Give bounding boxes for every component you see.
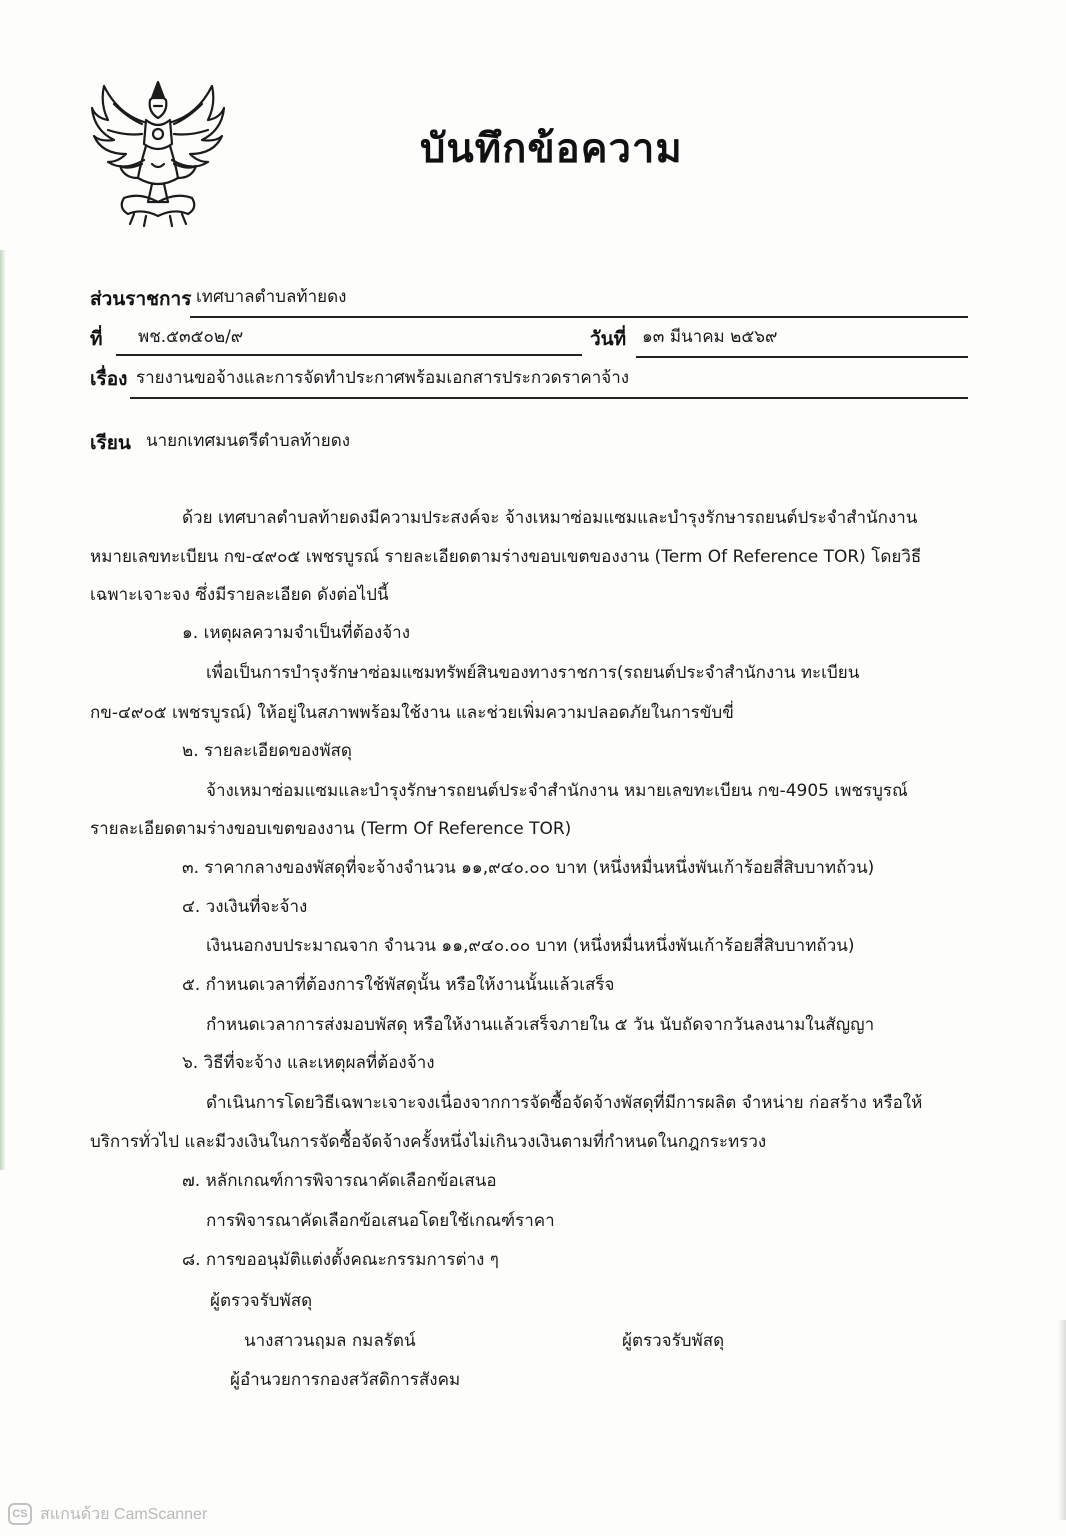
subject-value: รายงานขอจ้างและการจัดทำประกาศพร้อมเอกสารประกวดราคาจ้าง bbox=[136, 368, 630, 388]
agency-label: ส่วนราชการ bbox=[90, 288, 192, 310]
body-line: ด้วย เทศบาลตำบลท้ายดงมีความประสงค์จะ จ้างเหมาซ่อมแซมและบำรุงรักษารถยนต์ประจำสำนักงาน bbox=[182, 508, 918, 528]
section-heading: ๑. เหตุผลความจำเป็นที่ต้องจ้าง bbox=[182, 623, 410, 643]
ref-value: พช.๕๓๕๐๒/๙ bbox=[138, 327, 244, 347]
agency-underline bbox=[190, 316, 968, 318]
date-label: วันที่ bbox=[590, 328, 627, 350]
committee-member-role: ผู้ตรวจรับพัสดุ bbox=[622, 1331, 725, 1351]
section-heading: ๔. วงเงินที่จะจ้าง bbox=[182, 897, 308, 917]
section-heading: ๒. รายละเอียดของพัสดุ bbox=[182, 741, 352, 761]
watermark-text: สแกนด้วย CamScanner bbox=[40, 1505, 208, 1523]
section-heading: ๘. การขออนุมัติแต่งตั้งคณะกรรมการต่าง ๆ bbox=[182, 1250, 499, 1270]
body-line: กข-๔๙๐๕ เพชรบูรณ์) ให้อยู่ในสภาพพร้อมใช้งาน และช่วยเพิ่มความปลอดภัยในการขับขี่ bbox=[90, 703, 734, 723]
section-heading: ๕. กำหนดเวลาที่ต้องการใช้พัสดุนั้น หรือให้งานนั้นแล้วเสร็จ bbox=[182, 975, 615, 995]
salutation-value: นายกเทศมนตรีตำบลท้ายดง bbox=[146, 431, 351, 451]
body-line: เฉพาะเจาะจง ซึ่งมีรายละเอียด ดังต่อไปนี้ bbox=[90, 585, 389, 605]
body-line: กำหนดเวลาการส่งมอบพัสดุ หรือให้งานแล้วเสร็จภายใน ๕ วัน นับถัดจากวันลงนามในสัญญา bbox=[206, 1015, 875, 1035]
body-line: บริการทั่วไป และมีวงเงินในการจัดซื้อจัดจ้างครั้งหนึ่งไม่เกินวงเงินตามที่กำหนดในกฎกระทรวง bbox=[90, 1132, 767, 1152]
date-value: ๑๓ มีนาคม ๒๕๖๙ bbox=[642, 327, 778, 347]
body-line: หมายเลขทะเบียน กข-๔๙๐๕ เพชรบูรณ์ รายละเอียดตามร่างขอบเขตของงาน (Term Of Reference TOR) โดยวิธี bbox=[90, 547, 922, 567]
body-line: เพื่อเป็นการบำรุงรักษาซ่อมแซมทรัพย์สินของทางราชการ(รถยนต์ประจำสำนักงาน ทะเบียน bbox=[206, 663, 860, 683]
committee-member-position: ผู้อำนวยการกองสวัสดิการสังคม bbox=[230, 1370, 461, 1390]
agency-value: เทศบาลตำบลท้ายดง bbox=[196, 287, 347, 307]
body-line: ดำเนินการโดยวิธีเฉพาะเจาะจงเนื่องจากการจัดซื้อจัดจ้างพัสดุที่มีการผลิต จำหน่าย ก่อสร้าง หรือให้ bbox=[206, 1093, 923, 1113]
subject-label: เรื่อง bbox=[90, 368, 128, 390]
body-line: การพิจารณาคัดเลือกข้อเสนอโดยใช้เกณฑ์ราคา bbox=[206, 1211, 555, 1231]
ref-label: ที่ bbox=[90, 328, 103, 350]
committee-member-name: นางสาวนฤมล กมลรัตน์ bbox=[244, 1331, 416, 1351]
salutation-label: เรียน bbox=[90, 432, 131, 454]
garuda-emblem-icon bbox=[88, 74, 228, 229]
section-heading: ๗. หลักเกณฑ์การพิจารณาคัดเลือกข้อเสนอ bbox=[182, 1171, 497, 1191]
committee-heading: ผู้ตรวจรับพัสดุ bbox=[210, 1291, 313, 1311]
camscanner-watermark bbox=[8, 1502, 207, 1526]
body-line: รายละเอียดตามร่างขอบเขตของงาน (Term Of Reference TOR) bbox=[90, 819, 572, 839]
subject-underline bbox=[130, 397, 968, 399]
body-line: เงินนอกงบประมาณจาก จำนวน ๑๑,๙๔๐.๐๐ บาท (หนึ่งหมื่นหนึ่งพันเก้าร้อยสี่สิบบาทถ้วน) bbox=[206, 936, 855, 956]
camscanner-logo-icon: CS bbox=[8, 1503, 32, 1525]
ref-underline bbox=[116, 354, 582, 356]
body-line: จ้างเหมาซ่อมแซมและบำรุงรักษารถยนต์ประจำสำนักงาน หมายเลขทะเบียน กข-4905 เพชรบูรณ์ bbox=[206, 781, 908, 801]
scan-edge-right bbox=[1058, 1320, 1066, 1520]
scan-edge-left bbox=[0, 250, 6, 1170]
date-underline bbox=[636, 356, 968, 358]
section-heading: ๖. วิธีที่จะจ้าง และเหตุผลที่ต้องจ้าง bbox=[182, 1053, 435, 1073]
memo-title: บันทึกข้อความ bbox=[420, 125, 683, 172]
section-heading: ๓. ราคากลางของพัสดุที่จะจ้างจำนวน ๑๑,๙๔๐.๐๐ บาท (หนึ่งหมื่นหนึ่งพันเก้าร้อยสี่สิบบาทถ้วน) bbox=[182, 858, 875, 878]
